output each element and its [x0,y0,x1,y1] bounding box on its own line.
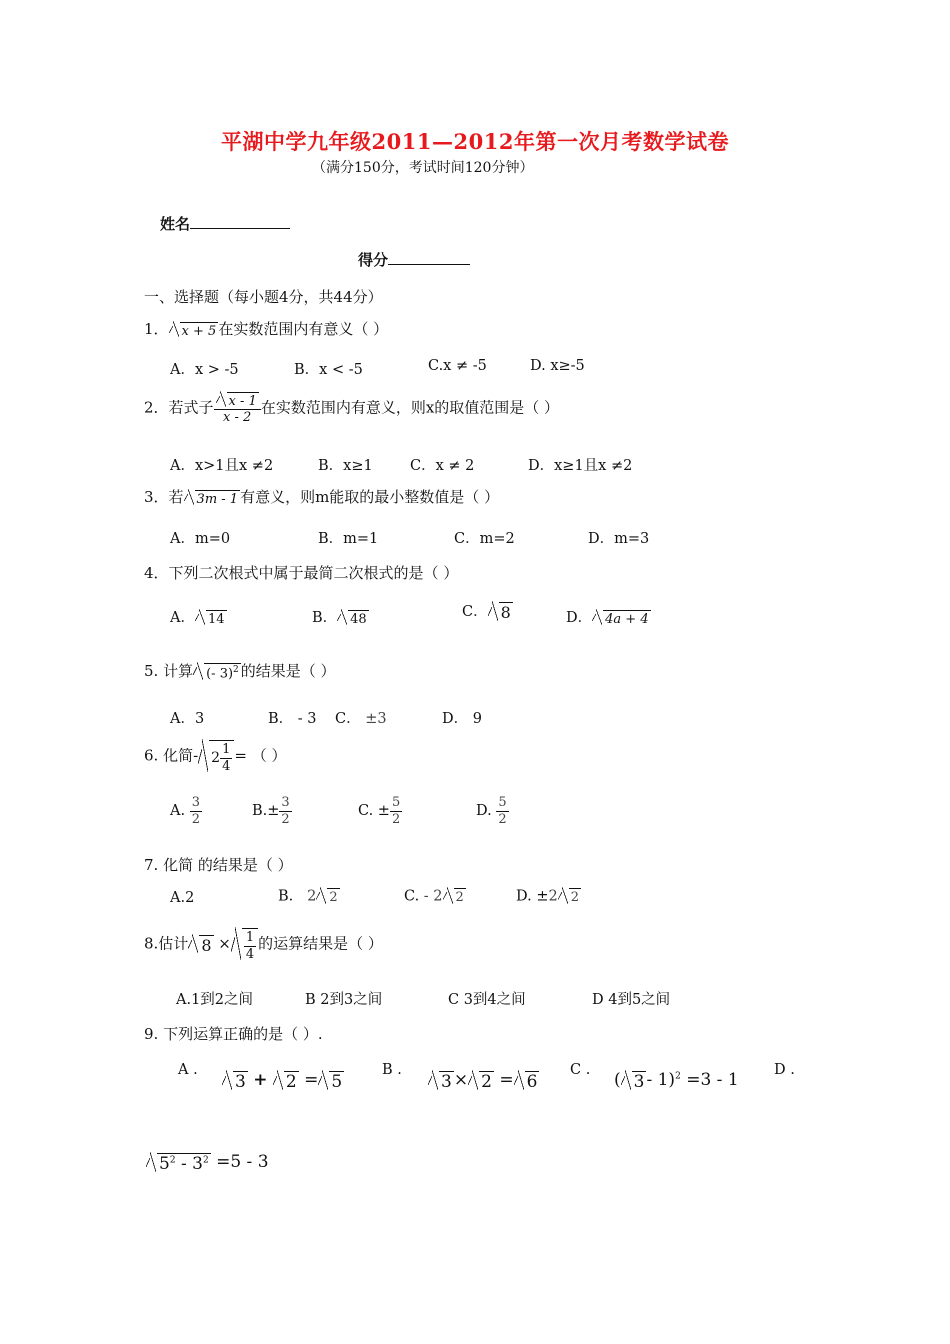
q9-option-c-expr: ( 3 - 1)$^2$ =3 - 1 [614,1070,739,1092]
question-7: 7. 化简 的结果是（ ） [144,856,293,874]
name-blank [190,228,290,229]
q1-option-d: D. x≥-5 [530,358,585,374]
q9-option-d-expr: $5^2 - 3^2 =5 - 3$ [146,1152,269,1173]
sqrt-symbol: 2 $\frac{1}{4}$ [198,740,234,773]
question-8: 8.估计 8 × $\frac{1}{4}$ 的运算结果是（ ） [144,930,383,962]
q7-option-d: D. ±2 2 [516,888,579,905]
q3-option-a: A．m=0 [170,531,231,547]
q4-option-d: D． 4a + 4 [566,610,649,627]
q9-label-c: C . [570,1062,591,1078]
q9-option-b-expr: 3 × 2 = 6 [428,1070,539,1091]
section-heading: 一、选择题（每小题4分，共44分） [144,288,383,306]
q3-option-d: D．m=3 [588,531,650,547]
q8-option-b: B 2到3之间 [305,992,383,1008]
q8-option-a: A.1到2之间 [176,992,254,1008]
q4-option-c: C． 8 [462,603,511,623]
q5-option-b: B． - 3 [268,711,317,727]
q7-option-c: C. - 2 2 [404,888,464,905]
sqrt-symbol: 3m - 1 [184,490,241,506]
q9-label-a: A . [178,1062,198,1078]
question-4: 4．下列二次根式中属于最简二次根式的是（ ） [144,564,459,582]
question-2: 2．若式子 $\frac{x - 1}{x - 2}$ 在实数范围内有意义，则x的取值范围是（ ） [144,394,560,425]
q9-label-d: D . [774,1062,795,1078]
exam-subtitle: （满分150分，考试时间120分钟） [312,160,534,176]
q2-option-d: D．x≥1且x ≠2 [528,458,633,474]
name-field [160,213,290,234]
q4-option-b: B． 48 [312,610,367,627]
question-1: 1． x + 5 在实数范围内有意义（ ） [144,320,389,339]
exam-title: 平湖中学九年级2011—2012年第一次月考数学试卷 [221,129,729,154]
q7-option-b: B. 2 2 [278,888,338,905]
q5-option-a: A．3 [170,711,205,727]
question-3: 3．若 3m - 1 有意义，则m能取的最小整数值是（ ） [144,488,500,507]
question-6: 6. 化简- 2 $\frac{1}{4}$ = （ ） [144,742,287,774]
q8-option-d: D 4到5之间 [592,992,671,1008]
score-blank [388,264,470,265]
q6-option-b: B.± $\frac{3}{2}$ [252,795,290,827]
q2-fraction: $\frac{x - 1}{x - 2}$ [214,392,261,425]
q2-option-a: A．x>1且x ≠2 [170,458,274,474]
q6-option-a: A. $\frac{3}{2}$ [170,795,200,827]
sqrt-symbol: (- 3)$^2$ [193,663,241,680]
score-label: 得分 [358,251,389,269]
q2-option-b: B．x≥1 [318,458,373,474]
score-field [358,249,470,270]
q6-option-c: C. ± $\frac{5}{2}$ [358,795,401,827]
sqrt-symbol: x + 5 [169,322,219,338]
q8-option-c: C 3到4之间 [448,992,526,1008]
q5-option-c: C． ±3 [335,711,387,727]
question-5: 5. 计算 (- 3)$^2$ 的结果是（ ） [144,662,336,682]
q7-option-a: A.2 [170,890,195,906]
q1-option-a: A．x > -5 [170,362,239,378]
q3-option-c: C．m=2 [454,531,515,547]
q1-option-c: C.x ≠ -5 [428,358,487,374]
sqrt-symbol: 8 [188,935,213,954]
q9-option-a-expr: 3 + 2 = 5 [222,1070,344,1091]
q1-option-b: B．x < -5 [294,362,363,378]
q5-option-d: D． 9 [442,711,482,727]
q6-option-d: D. $\frac{5}{2}$ [476,795,507,827]
q2-option-c: C．x ≠ 2 [410,458,475,474]
name-label: 姓名 [160,215,191,233]
sqrt-symbol: $\frac{1}{4}$ [231,928,258,961]
q4-option-a: A． 14 [170,610,225,627]
question-9: 9. 下列运算正确的是（ ）. [144,1025,323,1043]
q3-option-b: B．m=1 [318,531,379,547]
q9-label-b: B . [382,1062,402,1078]
